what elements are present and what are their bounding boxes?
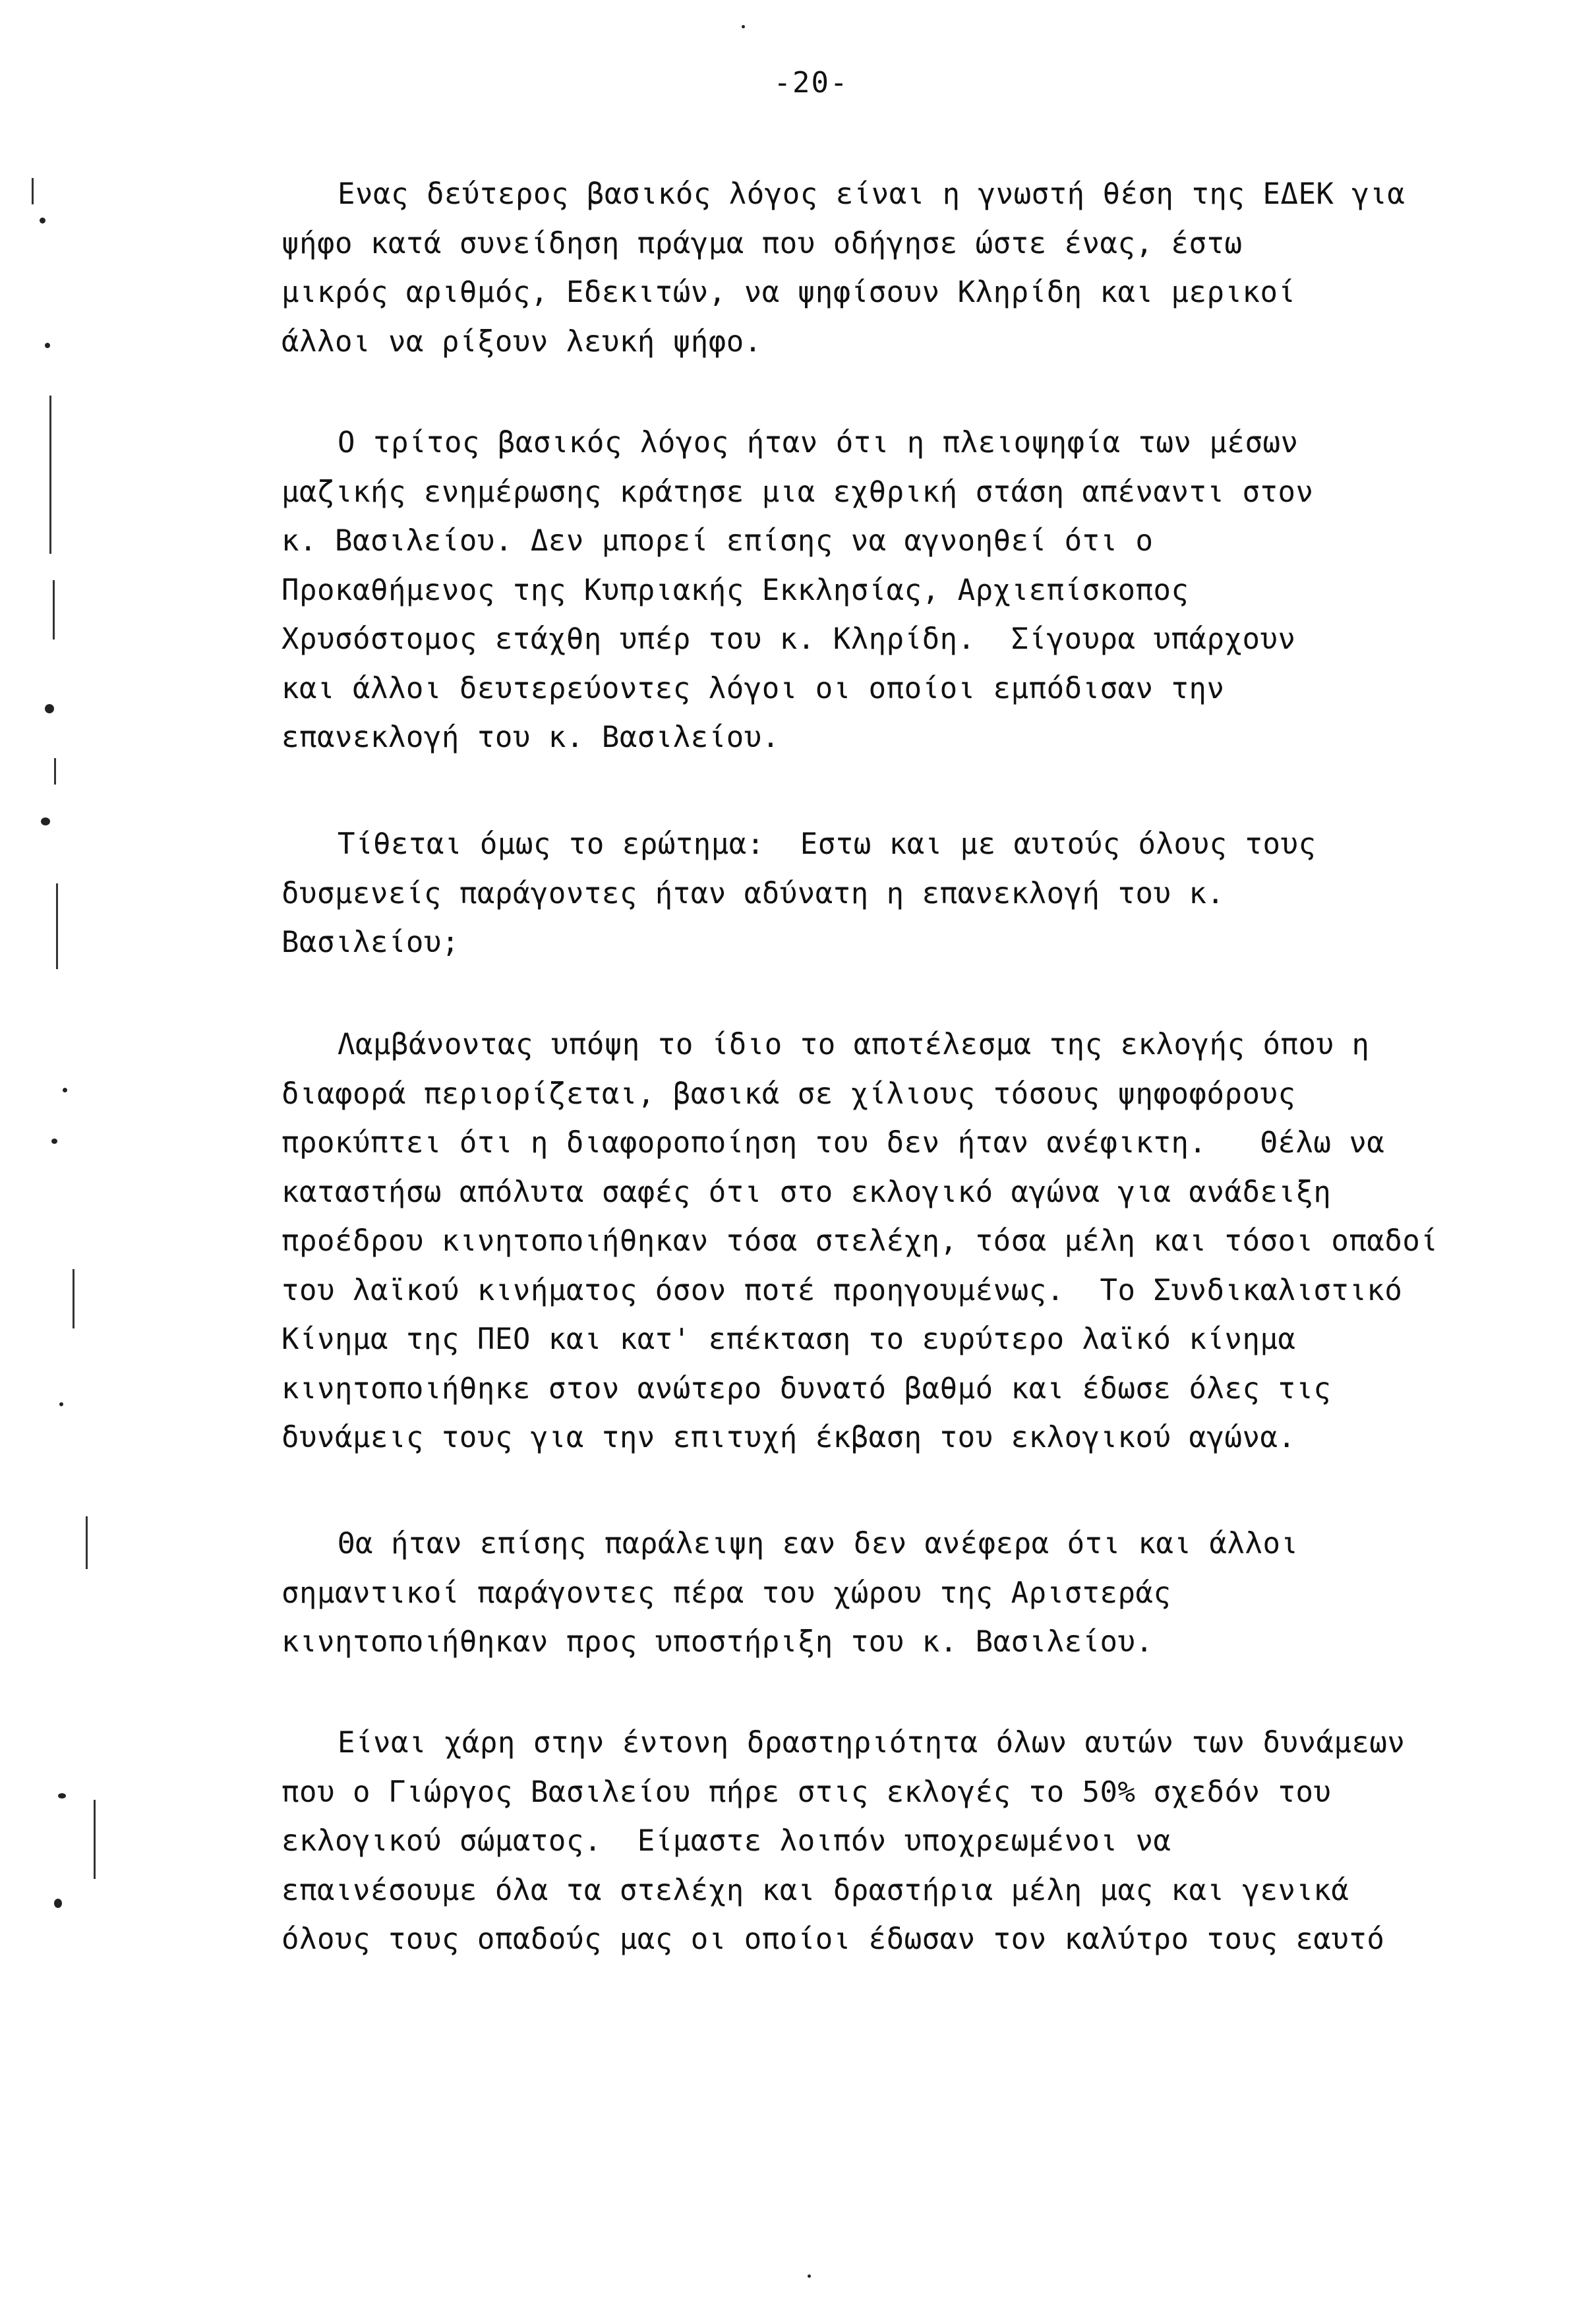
scan-artifact (73, 1269, 74, 1328)
scan-artifact (86, 1516, 88, 1569)
paragraph-line: όλους τους οπαδούς μας οι οποίοι έδωσαν τον καλύτρο τους εαυτό (281, 1922, 1385, 1956)
paragraph-line: άλλοι να ρίξουν λευκή ψήφο. (281, 324, 762, 359)
paragraph-line: κ. Βασιλείου. Δεν μπορεί επίσης να αγνοηθεί ότι ο (281, 524, 1154, 558)
paragraph-line: του λαϊκού κινήματος όσον ποτέ προηγουμένως. Το Συνδικαλιστικό (281, 1273, 1403, 1307)
scan-artifact (49, 396, 51, 554)
scan-artifact (54, 1899, 62, 1908)
paragraph-line: Τίθεται όμως το ερώτημα: Εστω και με αυτούς όλους τους (338, 827, 1316, 861)
scan-artifact (54, 758, 56, 785)
paragraph-line: κινητοποιήθηκε στον ανώτερο δυνατό βαθμό και έδωσε όλες τις (281, 1371, 1332, 1406)
paragraph-line: Χρυσόστομος ετάχθη υπέρ του κ. Κληρίδη. Σίγουρα υπάρχουν (281, 622, 1296, 656)
paragraph-line: που ο Γιώργος Βασιλείου πήρε στις εκλογές το 50% σχεδόν του (281, 1775, 1332, 1809)
scan-artifact (32, 178, 34, 204)
paragraph-line: σημαντικοί παράγοντες πέρα του χώρου της Αριστεράς (281, 1576, 1171, 1610)
scan-artifact (94, 1800, 96, 1879)
scan-artifact (56, 883, 58, 969)
paragraph-3 (281, 820, 1349, 968)
paragraph-line: δυσμενείς παράγοντες ήταν αδύνατη η επανεκλογή του κ. (281, 876, 1225, 910)
scan-artifact (59, 1402, 63, 1406)
scan-artifact (45, 343, 50, 348)
paragraph-line: Ο τρίτος βασικός λόγος ήταν ότι η πλειοψηφία των μέσων (338, 426, 1299, 460)
paragraph-2 (281, 419, 1349, 763)
paragraph-line: προκύπτει ότι η διαφοροποίηση του δεν ήταν ανέφικτη. Θέλω να (281, 1126, 1385, 1160)
paragraph-line: μαζικής ενημέρωσης κράτησε μια εχθρική στάση απέναντι στον (281, 475, 1314, 509)
paragraph-line: ψήφο κατά συνείδηση πράγμα που οδήγησε ώστε ένας, έστω (281, 226, 1243, 260)
scan-artifact (742, 25, 745, 28)
paragraph-4 (281, 1021, 1438, 1463)
paragraph-line: Κίνημα της ΠΕΟ και κατ' επέκταση το ευρύτερο λαϊκό κίνημα (281, 1322, 1296, 1356)
page-number: -20- (773, 66, 849, 100)
paragraph-line: εκλογικού σώματος. Είμαστε λοιπόν υποχρεωμένοι να (281, 1824, 1171, 1858)
scan-artifact (53, 580, 55, 639)
scan-artifact (41, 817, 50, 825)
paragraph-line: Ενας δεύτερος βασικός λόγος είναι η γνωστή θέση της ΕΔΕΚ για (338, 177, 1405, 211)
paragraph-line: Λαμβάνοντας υπόψη το ίδιο το αποτέλεσμα της εκλογής όπου η (338, 1028, 1370, 1061)
scan-artifact (58, 1793, 66, 1798)
paragraph-line: διαφορά περιορίζεται, βασικά σε χίλιους τόσους ψηφοφόρους (281, 1077, 1296, 1111)
paragraph-line: Προκαθήμενος της Κυπριακής Εκκλησίας, Αρχιεπίσκοπος (281, 573, 1189, 607)
paragraph-5 (281, 1520, 1349, 1667)
paragraph-1 (281, 170, 1405, 367)
paragraph-line: επανεκλογή του κ. Βασιλείου. (281, 721, 780, 754)
paragraph-line: καταστήσω απόλυτα σαφές ότι στο εκλογικό αγώνα για ανάδειξη (281, 1175, 1332, 1209)
paragraph-line: κινητοποιήθηκαν προς υποστήριξη του κ. Βασιλείου. (281, 1625, 1154, 1659)
scan-artifact (808, 2274, 811, 2278)
paragraph-line: και άλλοι δευτερεύοντες λόγοι οι οποίοι εμπόδισαν την (281, 671, 1225, 705)
scan-artifact (63, 1088, 67, 1092)
paragraph-6 (281, 1719, 1405, 1965)
paragraph-line: προέδρου κινητοποιήθηκαν τόσα στελέχη, τόσα μέλη και τόσοι οπαδοί (281, 1224, 1438, 1258)
scan-artifact (51, 1139, 57, 1144)
paragraph-line: επαινέσουμε όλα τα στελέχη και δραστήρια μέλη μας και γενικά (281, 1873, 1349, 1907)
paragraph-line: Θα ήταν επίσης παράλειψη εαν δεν ανέφερα ότι και άλλοι (338, 1527, 1299, 1560)
paragraph-line: δυνάμεις τους για την επιτυχή έκβαση του εκλογικού αγώνα. (281, 1421, 1296, 1454)
paragraph-line: Είναι χάρη στην έντονη δραστηριότητα όλων αυτών των δυνάμεων (338, 1726, 1405, 1760)
scan-artifact (45, 704, 54, 713)
scan-artifact (40, 218, 45, 223)
paragraph-line: Βασιλείου; (281, 926, 459, 959)
paragraph-line: μικρός αριθμός, Εδεκιτών, να ψηφίσουν Κληρίδη και μερικοί (281, 276, 1296, 309)
